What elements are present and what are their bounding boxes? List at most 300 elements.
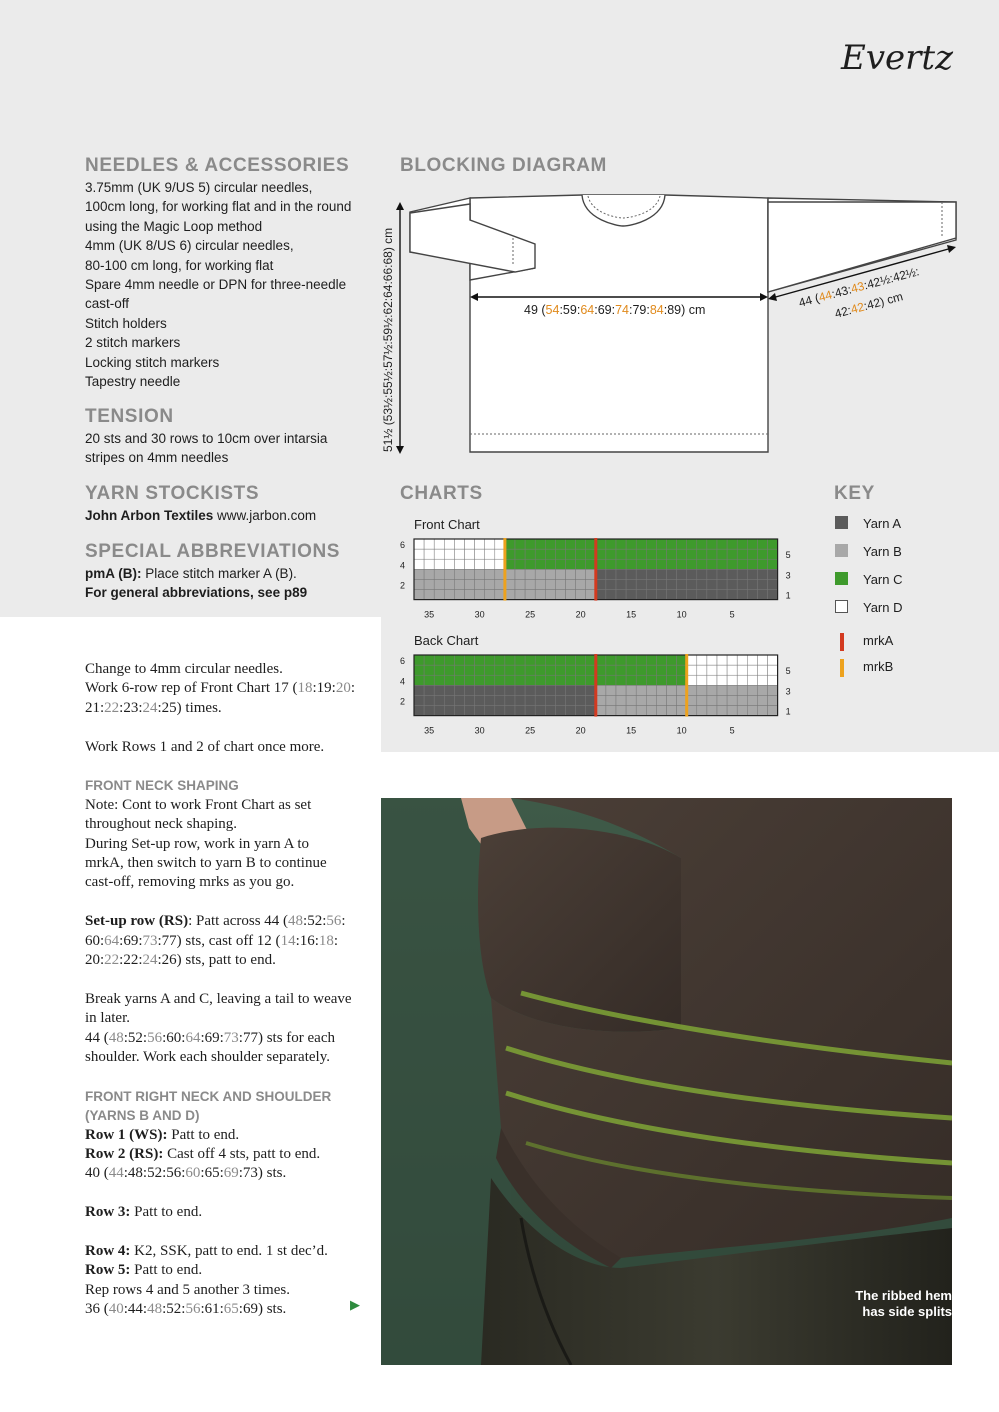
chart-cell bbox=[576, 549, 586, 559]
chart-cell bbox=[444, 579, 454, 589]
chart-cell bbox=[727, 569, 737, 579]
chart-cell bbox=[606, 655, 616, 665]
chart-cell bbox=[515, 559, 525, 569]
chart-row-number: 6 bbox=[400, 540, 406, 551]
chart-cell bbox=[717, 675, 727, 685]
chart-cell bbox=[646, 675, 656, 685]
chart-cell bbox=[586, 695, 596, 705]
blocking-heading: BLOCKING DIAGRAM bbox=[400, 155, 607, 176]
chart-cell bbox=[586, 706, 596, 716]
chart-cell bbox=[737, 706, 747, 716]
needles-heading: NEEDLES & ACCESSORIES bbox=[85, 155, 350, 176]
chart-cell bbox=[697, 655, 707, 665]
chart-cell bbox=[697, 706, 707, 716]
chart-cell bbox=[555, 665, 565, 675]
chart-cell bbox=[757, 655, 767, 665]
chart-cell bbox=[414, 685, 424, 695]
chart-cell bbox=[454, 579, 464, 589]
chart-cell bbox=[616, 549, 626, 559]
chart-cell bbox=[737, 549, 747, 559]
chart-cell bbox=[505, 590, 515, 600]
chart-cell bbox=[566, 695, 576, 705]
chart-cell bbox=[757, 706, 767, 716]
chart-cell bbox=[454, 655, 464, 665]
chart-cell bbox=[717, 549, 727, 559]
chart-cell bbox=[667, 695, 677, 705]
chart-cell bbox=[626, 539, 636, 549]
chart-cell bbox=[566, 539, 576, 549]
chart-cell bbox=[495, 685, 505, 695]
needles-line: 80-100 cm long, for working flat bbox=[85, 257, 274, 273]
needles-line: using the Magic Loop method bbox=[85, 218, 263, 234]
row-3: Row 3: Patt to end. bbox=[85, 1204, 203, 1221]
chart-cell bbox=[717, 665, 727, 675]
chart-cell bbox=[717, 569, 727, 579]
chart-cell bbox=[414, 695, 424, 705]
charts bbox=[390, 510, 810, 750]
needles-line: Locking stitch markers bbox=[85, 354, 220, 370]
chart-cell bbox=[515, 706, 525, 716]
chart-cell bbox=[505, 569, 515, 579]
chart-cell bbox=[454, 706, 464, 716]
chart-cell bbox=[646, 559, 656, 569]
chart-cell bbox=[555, 655, 565, 665]
chart-cell bbox=[606, 706, 616, 716]
chart-cell bbox=[697, 539, 707, 549]
chart-cell bbox=[687, 675, 697, 685]
chart-cell bbox=[656, 665, 666, 675]
needles-line: Spare 4mm needle or DPN for three-needle bbox=[85, 277, 347, 293]
chart-cell bbox=[616, 655, 626, 665]
chart-cell bbox=[566, 706, 576, 716]
chart-cell bbox=[465, 655, 475, 665]
chart-cell bbox=[757, 685, 767, 695]
chart-cell bbox=[475, 706, 485, 716]
chart-cell bbox=[465, 590, 475, 600]
chart-row-number: 5 bbox=[785, 666, 791, 677]
chart-cell bbox=[576, 695, 586, 705]
abbreviation-definition: Place stitch marker A (B). bbox=[145, 566, 297, 581]
chart-cell bbox=[677, 539, 687, 549]
chart-cell bbox=[434, 706, 444, 716]
chart-cell bbox=[656, 539, 666, 549]
chart-cell bbox=[636, 559, 646, 569]
chart-cell bbox=[687, 569, 697, 579]
chart-cell bbox=[525, 675, 535, 685]
chart-row-number: 1 bbox=[785, 706, 791, 717]
instruction-line: Change to 4mm circular needles. bbox=[85, 661, 283, 677]
chart-cell bbox=[717, 559, 727, 569]
chart-cell bbox=[707, 665, 717, 675]
chart-cell bbox=[535, 685, 545, 695]
chart-cell bbox=[444, 590, 454, 600]
chart-cell bbox=[485, 706, 495, 716]
chart-cell bbox=[555, 549, 565, 559]
chart-cell bbox=[677, 665, 687, 675]
chart-cell bbox=[596, 695, 606, 705]
chart-cell bbox=[727, 539, 737, 549]
chart-cell bbox=[697, 685, 707, 695]
chart-cell bbox=[717, 695, 727, 705]
key-mrka: mrkA bbox=[863, 633, 894, 648]
chart-cell bbox=[747, 655, 757, 665]
instruction-line: cast-off, removing mrks as you go. bbox=[85, 874, 295, 891]
yarn-a-swatch bbox=[835, 516, 848, 529]
chart-cell bbox=[697, 579, 707, 589]
chart-cell bbox=[757, 549, 767, 559]
chart-cell bbox=[525, 665, 535, 675]
chart-cell bbox=[576, 655, 586, 665]
chart-cell bbox=[677, 549, 687, 559]
chart-cell bbox=[667, 539, 677, 549]
chart-column-number: 5 bbox=[729, 725, 735, 736]
chart-cell bbox=[555, 539, 565, 549]
tension-heading: TENSION bbox=[85, 406, 174, 427]
chart-cell bbox=[747, 675, 757, 685]
chart-cell bbox=[727, 706, 737, 716]
chart-cell bbox=[475, 590, 485, 600]
chart-cell bbox=[424, 539, 434, 549]
chart-cell bbox=[454, 549, 464, 559]
chart-cell bbox=[747, 685, 757, 695]
chart-cell bbox=[586, 665, 596, 675]
chart-cell bbox=[646, 539, 656, 549]
chart-cell bbox=[566, 665, 576, 675]
chart-cell bbox=[505, 655, 515, 665]
chart-cell bbox=[525, 549, 535, 559]
chart-cell bbox=[424, 665, 434, 675]
arrow-head bbox=[947, 245, 956, 253]
chart-cell bbox=[697, 590, 707, 600]
chart-cell bbox=[414, 569, 424, 579]
chart-cell bbox=[757, 579, 767, 589]
chart-cell bbox=[515, 665, 525, 675]
chart-cell bbox=[626, 569, 636, 579]
chart-row-number: 4 bbox=[400, 676, 406, 687]
chart-cell bbox=[465, 706, 475, 716]
chart-cell bbox=[434, 655, 444, 665]
chart-cell bbox=[626, 579, 636, 589]
chart-cell bbox=[424, 706, 434, 716]
chart-column-number: 25 bbox=[525, 725, 536, 736]
chart-cell bbox=[687, 695, 697, 705]
chart-cell bbox=[656, 590, 666, 600]
chart-column-number: 10 bbox=[676, 725, 687, 736]
chart-cell bbox=[757, 590, 767, 600]
front-chart-grid bbox=[400, 538, 791, 620]
chart-cell bbox=[444, 539, 454, 549]
instruction-line: During Set-up row, work in yarn A to bbox=[85, 835, 310, 852]
chart-row-number: 2 bbox=[400, 580, 406, 591]
chart-cell bbox=[697, 559, 707, 569]
chart-column-number: 35 bbox=[424, 725, 435, 736]
chart-cell bbox=[707, 655, 717, 665]
chart-cell bbox=[475, 579, 485, 589]
chart-cell bbox=[757, 675, 767, 685]
width-label: 49 (54:59:64:69:74:79:84:89) cm bbox=[524, 303, 706, 317]
chart-cell bbox=[646, 655, 656, 665]
stockists-heading: YARN STOCKISTS bbox=[85, 483, 260, 504]
chart-cell bbox=[606, 569, 616, 579]
chart-cell bbox=[757, 695, 767, 705]
chart-cell bbox=[545, 675, 555, 685]
chart-cell bbox=[667, 590, 677, 600]
chart-cell bbox=[717, 579, 727, 589]
chart-cell bbox=[697, 665, 707, 675]
chart-cell bbox=[535, 549, 545, 559]
chart-cell bbox=[586, 655, 596, 665]
chart-cell bbox=[656, 675, 666, 685]
chart-cell bbox=[465, 579, 475, 589]
arrow-head bbox=[396, 202, 404, 210]
chart-cell bbox=[667, 665, 677, 675]
abbreviations-text bbox=[85, 564, 307, 603]
chart-cell bbox=[434, 675, 444, 685]
chart-cell bbox=[616, 539, 626, 549]
stockists-text bbox=[85, 506, 316, 525]
chart-cell bbox=[505, 685, 515, 695]
chart-cell bbox=[697, 569, 707, 579]
chart-cell bbox=[717, 539, 727, 549]
chart-cell bbox=[444, 695, 454, 705]
chart-cell bbox=[596, 559, 606, 569]
chart-cell bbox=[495, 695, 505, 705]
chart-cell bbox=[677, 685, 687, 695]
chart-cell bbox=[545, 549, 555, 559]
chart-cell bbox=[586, 569, 596, 579]
chart-cell bbox=[545, 559, 555, 569]
chart-cell bbox=[606, 665, 616, 675]
chart-cell bbox=[515, 695, 525, 705]
abbreviations-heading: SPECIAL ABBREVIATIONS bbox=[85, 541, 341, 562]
chart-cell bbox=[737, 559, 747, 569]
chart-cell bbox=[576, 706, 586, 716]
chart-cell bbox=[424, 590, 434, 600]
chart-cell bbox=[667, 685, 677, 695]
chart-cell bbox=[616, 559, 626, 569]
chart-cell bbox=[757, 569, 767, 579]
chart-cell bbox=[656, 579, 666, 589]
chart-cell bbox=[646, 579, 656, 589]
chart-cell bbox=[707, 695, 717, 705]
chart-cell bbox=[717, 685, 727, 695]
chart-cell bbox=[566, 559, 576, 569]
chart-cell bbox=[606, 549, 616, 559]
chart-cell bbox=[525, 706, 535, 716]
caption-line: The ribbed hem bbox=[855, 1288, 952, 1303]
chart-cell bbox=[707, 569, 717, 579]
chart-cell bbox=[646, 549, 656, 559]
chart-cell bbox=[616, 590, 626, 600]
mrka-swatch bbox=[840, 633, 844, 651]
chart-cell bbox=[747, 706, 757, 716]
chart-cell bbox=[495, 590, 505, 600]
chart-cell bbox=[707, 590, 717, 600]
arrow-head bbox=[396, 446, 404, 454]
chart-cell bbox=[545, 569, 555, 579]
chart-cell bbox=[737, 685, 747, 695]
chart-cell bbox=[414, 559, 424, 569]
chart-cell bbox=[414, 675, 424, 685]
chart-cell bbox=[636, 549, 646, 559]
chart-cell bbox=[616, 579, 626, 589]
needles-line: cast-off bbox=[85, 296, 130, 312]
chart-cell bbox=[434, 539, 444, 549]
instruction-line: 20:22:22:24:26) sts, patt to end. bbox=[85, 952, 276, 969]
chart-cell bbox=[727, 665, 737, 675]
chart-cell bbox=[677, 655, 687, 665]
chart-cell bbox=[515, 569, 525, 579]
chart-cell bbox=[636, 706, 646, 716]
chart-cell bbox=[606, 685, 616, 695]
chart-cell bbox=[667, 559, 677, 569]
chart-cell bbox=[545, 665, 555, 675]
row-4: Row 4: K2, SSK, patt to end. 1 st dec’d. bbox=[85, 1243, 328, 1260]
chart-cell bbox=[545, 695, 555, 705]
chart-cell bbox=[737, 590, 747, 600]
chart-cell bbox=[626, 695, 636, 705]
chart-cell bbox=[656, 685, 666, 695]
chart-cell bbox=[465, 665, 475, 675]
chart-cell bbox=[465, 675, 475, 685]
chart-cell bbox=[707, 706, 717, 716]
chart-cell bbox=[566, 569, 576, 579]
chart-cell bbox=[768, 579, 778, 589]
chart-cell bbox=[465, 685, 475, 695]
chart-cell bbox=[596, 706, 606, 716]
chart-cell bbox=[424, 569, 434, 579]
chart-cell bbox=[555, 685, 565, 695]
chart-cell bbox=[687, 579, 697, 589]
tension-line: stripes on 4mm needles bbox=[85, 450, 229, 466]
chart-cell bbox=[646, 665, 656, 675]
arrow-head bbox=[768, 293, 777, 301]
chart-cell bbox=[495, 675, 505, 685]
instruction-line: Note: Cont to work Front Chart as set bbox=[85, 796, 312, 813]
chart-cell bbox=[495, 706, 505, 716]
chart-cell bbox=[444, 569, 454, 579]
chart-cell bbox=[465, 549, 475, 559]
caption-line: has side splits bbox=[862, 1304, 952, 1319]
chart-cell bbox=[566, 655, 576, 665]
stockist-name: John Arbon Textiles bbox=[85, 508, 214, 523]
chart-cell bbox=[747, 559, 757, 569]
chart-cell bbox=[707, 549, 717, 559]
chart-cell bbox=[444, 675, 454, 685]
chart-column-number: 15 bbox=[626, 609, 637, 620]
chart-cell bbox=[667, 706, 677, 716]
chart-cell bbox=[495, 549, 505, 559]
key-yarn-a: Yarn A bbox=[863, 516, 902, 531]
chart-row-number: 3 bbox=[785, 686, 791, 697]
instruction-line: throughout neck shaping. bbox=[85, 816, 238, 833]
chart-cell bbox=[646, 685, 656, 695]
chart-cell bbox=[515, 590, 525, 600]
chart-cell bbox=[525, 539, 535, 549]
chart-cell bbox=[576, 685, 586, 695]
chart-cell bbox=[606, 590, 616, 600]
chart-cell bbox=[768, 655, 778, 665]
chart-cell bbox=[576, 590, 586, 600]
stockist-url: www.jarbon.com bbox=[217, 508, 317, 523]
chart-cell bbox=[717, 655, 727, 665]
chart-cell bbox=[434, 665, 444, 675]
chart-cell bbox=[505, 559, 515, 569]
chart-cell bbox=[687, 590, 697, 600]
chart-cell bbox=[747, 569, 757, 579]
chart-cell bbox=[545, 706, 555, 716]
needles-line: Stitch holders bbox=[85, 315, 167, 331]
chart-cell bbox=[768, 685, 778, 695]
chart-cell bbox=[677, 579, 687, 589]
chart-cell bbox=[555, 695, 565, 705]
chart-cell bbox=[626, 665, 636, 675]
chart-cell bbox=[525, 590, 535, 600]
chart-cell bbox=[667, 569, 677, 579]
chart-cell bbox=[697, 675, 707, 685]
chart-cell bbox=[475, 685, 485, 695]
chart-column-number: 30 bbox=[474, 609, 485, 620]
right-neck-subheading: (YARNS B AND D) bbox=[85, 1108, 200, 1124]
chart-cell bbox=[475, 549, 485, 559]
chart-column-number: 20 bbox=[575, 609, 586, 620]
instruction-line: 21:22:23:24:25) times. bbox=[85, 699, 222, 716]
chart-cell bbox=[505, 706, 515, 716]
chart-cell bbox=[454, 569, 464, 579]
chart-cell bbox=[596, 569, 606, 579]
chart-cell bbox=[555, 706, 565, 716]
chart-cell bbox=[586, 559, 596, 569]
chart-cell bbox=[596, 665, 606, 675]
chart-cell bbox=[768, 549, 778, 559]
back-chart-title: Back Chart bbox=[414, 633, 479, 648]
chart-cell bbox=[727, 579, 737, 589]
chart-cell bbox=[656, 569, 666, 579]
chart-cell bbox=[454, 665, 464, 675]
chart-cell bbox=[414, 579, 424, 589]
instruction-line: Work 6-row rep of Front Chart 17 (18:19:20: bbox=[85, 680, 356, 697]
chart-cell bbox=[454, 539, 464, 549]
chart-cell bbox=[586, 590, 596, 600]
chart-row-number: 5 bbox=[785, 550, 791, 561]
chart-cell bbox=[636, 539, 646, 549]
chart-cell bbox=[485, 559, 495, 569]
instruction-line: mrkA, then switch to yarn B to continue bbox=[85, 855, 327, 872]
chart-cell bbox=[596, 685, 606, 695]
front-chart-title: Front Chart bbox=[414, 517, 480, 532]
back-chart-grid bbox=[400, 654, 791, 736]
chart-cell bbox=[505, 675, 515, 685]
pattern-title: Evertz bbox=[841, 38, 953, 78]
chart-cell bbox=[555, 590, 565, 600]
chart-cell bbox=[586, 579, 596, 589]
chart-cell bbox=[586, 549, 596, 559]
chart-row-number: 2 bbox=[400, 696, 406, 707]
chart-cell bbox=[596, 655, 606, 665]
chart-row-number: 1 bbox=[785, 590, 791, 601]
chart-cell bbox=[555, 579, 565, 589]
chart-cell bbox=[677, 559, 687, 569]
chart-column-number: 25 bbox=[525, 609, 536, 620]
chart-cell bbox=[747, 539, 757, 549]
chart-cell bbox=[737, 665, 747, 675]
tension-text bbox=[85, 429, 327, 468]
key-yarn-d: Yarn D bbox=[863, 600, 903, 615]
chart-cell bbox=[515, 579, 525, 589]
chart-cell bbox=[555, 559, 565, 569]
chart-cell bbox=[505, 665, 515, 675]
chart-cell bbox=[535, 569, 545, 579]
